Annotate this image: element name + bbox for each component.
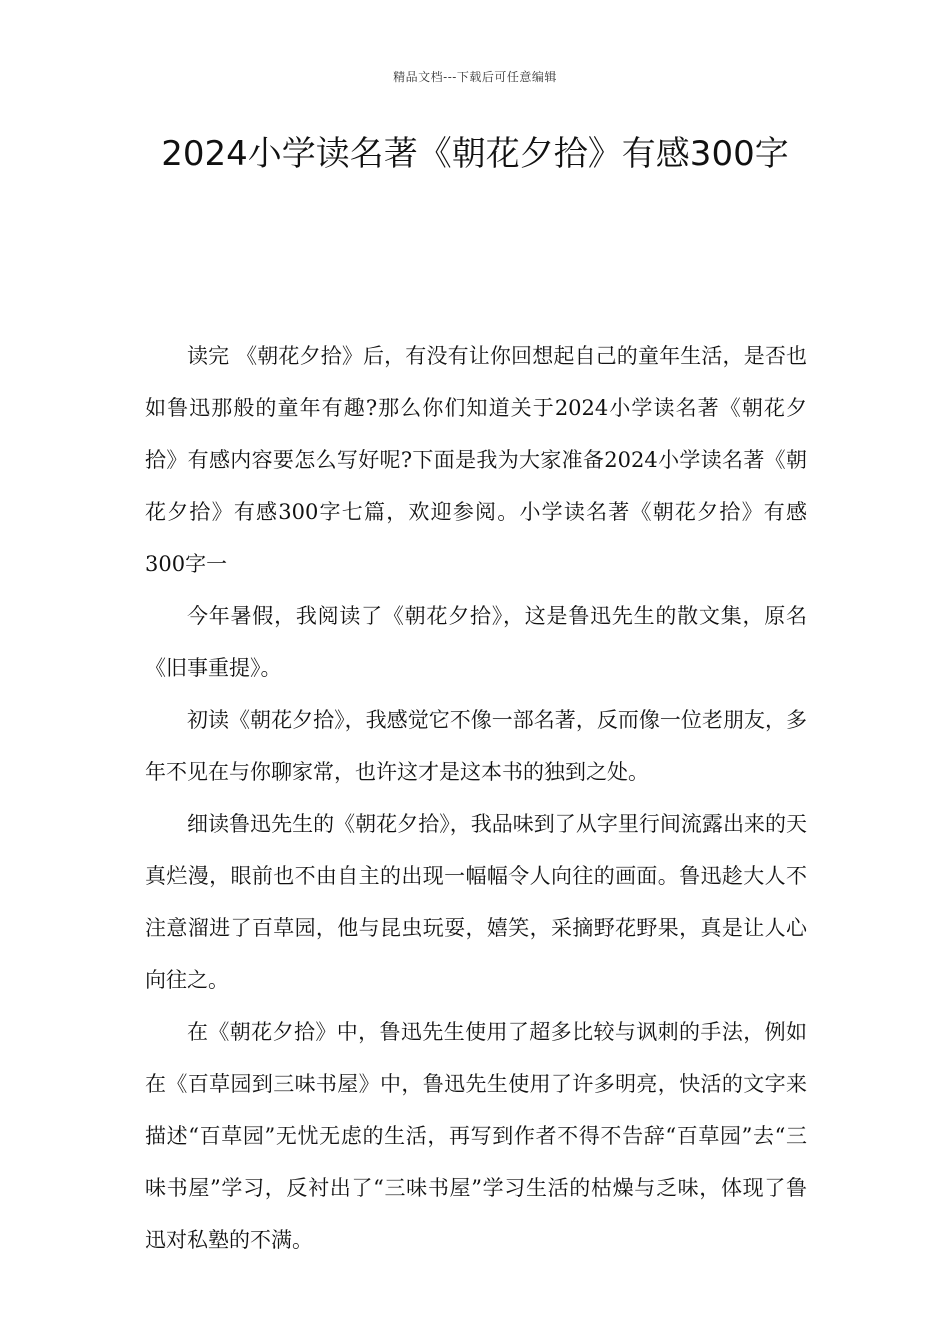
paragraph: 细读鲁迅先生的《朝花夕拾》，我品味到了从字里行间流露出来的天真烂漫，眼前也不由自主的出现一幅幅令人向往的画面。鲁迅趁大人不注意溜进了百草园，他与昆虫玩耍，嬉笑，采摘野花野果，真是让人心向往之。 [145, 812, 807, 992]
paragraph: 读完 《朝花夕拾》后，有没有让你回想起自己的童年生活，是否也如鲁迅那般的童年有趣?那么你们知道关于2024小学读名著《朝花夕拾》有感内容要怎么写好呢?下面是我为大家准备2024小学读名著《朝花夕拾》有感300字七篇，欢迎参阅。小学读名著《朝花夕拾》有感300字一 [145, 344, 807, 576]
paragraph: 在《朝花夕拾》中，鲁迅先生使用了超多比较与讽刺的手法，例如在《百草园到三味书屋》中，鲁迅先生使用了许多明亮，快活的文字来描述“百草园”无忧无虑的生活，再写到作者不得不告辞“百草园”去“三味书屋”学习，反衬出了“三味书屋”学习生活的枯燥与乏味，体现了鲁迅对私塾的不满。 [145, 1020, 807, 1252]
paragraph: 初读《朝花夕拾》，我感觉它不像一部名著，反而像一位老朋友，多年不见在与你聊家常，也许这才是这本书的独到之处。 [145, 708, 807, 784]
document-body [145, 330, 807, 1266]
header-note: 精品文档---下载后可任意编辑 [393, 70, 557, 84]
document-title: 2024小学读名著《朝花夕拾》有感300字 [161, 134, 789, 174]
paragraph: 今年暑假，我阅读了《朝花夕拾》，这是鲁迅先生的散文集，原名《旧事重提》。 [145, 604, 807, 680]
